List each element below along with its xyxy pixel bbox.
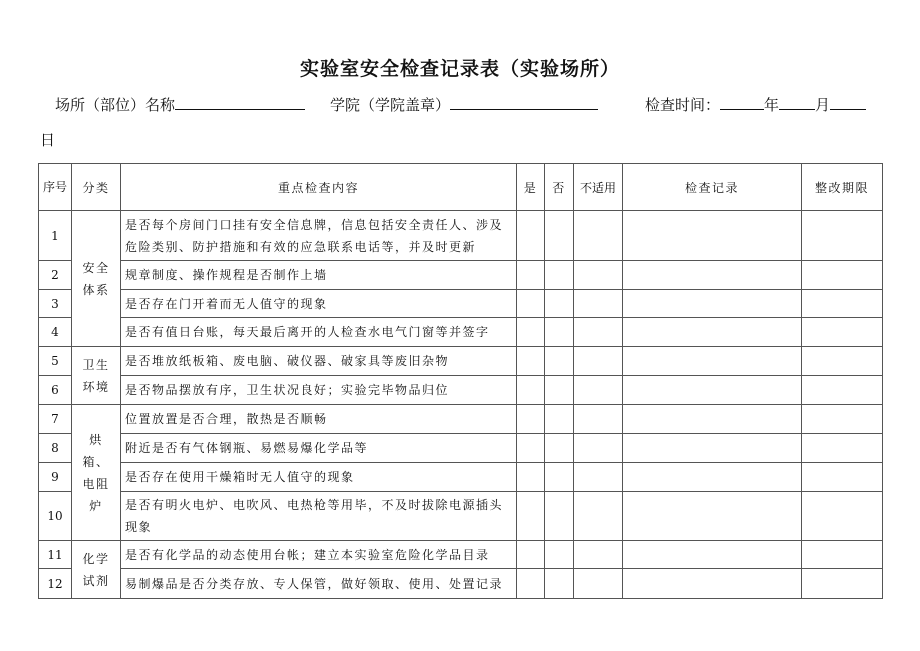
month-label: 月 [815, 96, 831, 114]
record-cell[interactable] [623, 405, 802, 434]
no-cell[interactable] [545, 376, 574, 405]
row-number: 1 [39, 211, 72, 261]
record-cell[interactable] [623, 541, 802, 569]
na-cell[interactable] [574, 347, 623, 376]
record-cell[interactable] [623, 569, 802, 599]
deadline-cell[interactable] [802, 211, 883, 261]
yes-cell[interactable] [517, 492, 545, 541]
check-content: 是否每个房间门口挂有安全信息牌，信息包括安全责任人、涉及危险类别、防护措施和有效的应急联系电话等，并及时更新 [121, 211, 517, 261]
no-cell[interactable] [545, 492, 574, 541]
deadline-cell[interactable] [802, 405, 883, 434]
record-cell[interactable] [623, 211, 802, 261]
no-cell[interactable] [545, 318, 574, 347]
no-cell[interactable] [545, 569, 574, 599]
row-number: 8 [39, 434, 72, 463]
row-number: 4 [39, 318, 72, 347]
yes-cell[interactable] [517, 290, 545, 318]
header-no-col: 否 [545, 164, 574, 211]
no-cell[interactable] [545, 463, 574, 492]
place-blank[interactable] [175, 95, 305, 110]
no-cell[interactable] [545, 434, 574, 463]
year-blank[interactable] [720, 95, 764, 110]
check-content: 是否物品摆放有序，卫生状况良好；实验完毕物品归位 [121, 376, 517, 405]
check-content: 规章制度、操作规程是否制作上墙 [121, 261, 517, 290]
check-content: 是否有值日台账，每天最后离开的人检查水电气门窗等并签字 [121, 318, 517, 347]
deadline-cell[interactable] [802, 463, 883, 492]
na-cell[interactable] [574, 318, 623, 347]
category-cell: 化学试剂 [72, 541, 121, 599]
time-label: 检查时间： [645, 96, 721, 114]
deadline-cell[interactable] [802, 434, 883, 463]
no-cell[interactable] [545, 405, 574, 434]
table-row [39, 569, 883, 599]
no-cell[interactable] [545, 541, 574, 569]
check-content: 是否有化学品的动态使用台帐；建立本实验室危险化学品目录 [121, 541, 517, 569]
header-content: 重点检查内容 [121, 164, 517, 211]
record-cell[interactable] [623, 347, 802, 376]
yes-cell[interactable] [517, 541, 545, 569]
table-row [39, 376, 883, 405]
header-row [39, 164, 883, 211]
row-number: 3 [39, 290, 72, 318]
table-row [39, 541, 883, 569]
check-content: 是否存在门开着而无人值守的现象 [121, 290, 517, 318]
page-title: 实验室安全检查记录表（实验场所） [299, 58, 620, 80]
row-number: 9 [39, 463, 72, 492]
yes-cell[interactable] [517, 211, 545, 261]
na-cell[interactable] [574, 376, 623, 405]
record-cell[interactable] [623, 261, 802, 290]
check-content: 是否堆放纸板箱、废电脑、破仪器、破家具等废旧杂物 [121, 347, 517, 376]
yes-cell[interactable] [517, 405, 545, 434]
table-row [39, 463, 883, 492]
row-number: 2 [39, 261, 72, 290]
deadline-cell[interactable] [802, 569, 883, 599]
deadline-cell[interactable] [802, 347, 883, 376]
yes-cell[interactable] [517, 569, 545, 599]
check-content: 是否有明火电炉、电吹风、电热枪等用毕，不及时拔除电源插头现象 [121, 492, 517, 541]
row-number: 11 [39, 541, 72, 569]
na-cell[interactable] [574, 261, 623, 290]
na-cell[interactable] [574, 463, 623, 492]
na-cell[interactable] [574, 541, 623, 569]
table-row [39, 261, 883, 290]
college-label: 学院（学院盖章） [330, 96, 451, 114]
row-number: 5 [39, 347, 72, 376]
yes-cell[interactable] [517, 376, 545, 405]
college-blank[interactable] [450, 95, 598, 110]
table-row [39, 434, 883, 463]
record-cell[interactable] [623, 492, 802, 541]
check-content: 附近是否有气体钢瓶、易燃易爆化学品等 [121, 434, 517, 463]
table-row [39, 211, 883, 261]
inspection-table [38, 163, 883, 599]
header-record: 检查记录 [623, 164, 802, 211]
deadline-cell[interactable] [802, 290, 883, 318]
record-cell[interactable] [623, 318, 802, 347]
header-na: 不适用 [574, 164, 623, 211]
yes-cell[interactable] [517, 347, 545, 376]
record-cell[interactable] [623, 290, 802, 318]
row-number: 6 [39, 376, 72, 405]
na-cell[interactable] [574, 405, 623, 434]
table-row [39, 290, 883, 318]
record-cell[interactable] [623, 376, 802, 405]
table-row [39, 318, 883, 347]
table-row [39, 347, 883, 376]
place-label: 场所（部位）名称 [55, 96, 176, 114]
no-cell[interactable] [545, 261, 574, 290]
category-cell: 烘箱、电阻炉 [72, 405, 121, 541]
header-no: 序号 [39, 164, 72, 211]
yes-cell[interactable] [517, 261, 545, 290]
no-cell[interactable] [545, 211, 574, 261]
header-yes: 是 [517, 164, 545, 211]
na-cell[interactable] [574, 290, 623, 318]
time-field [645, 94, 866, 115]
no-cell[interactable] [545, 290, 574, 318]
record-cell[interactable] [623, 434, 802, 463]
check-content: 是否存在使用干燥箱时无人值守的现象 [121, 463, 517, 492]
day-label: 日 [40, 131, 56, 149]
college-field [330, 94, 598, 115]
table-row [39, 405, 883, 434]
year-label: 年 [764, 96, 780, 114]
yes-cell[interactable] [517, 463, 545, 492]
check-content: 位置放置是否合理，散热是否顺畅 [121, 405, 517, 434]
row-number: 10 [39, 492, 72, 541]
header-category: 分类 [72, 164, 121, 211]
category-cell: 安全体系 [72, 211, 121, 347]
deadline-cell[interactable] [802, 261, 883, 290]
day-blank[interactable] [830, 95, 866, 110]
na-cell[interactable] [574, 211, 623, 261]
na-cell[interactable] [574, 492, 623, 541]
deadline-cell[interactable] [802, 376, 883, 405]
row-number: 7 [39, 405, 72, 434]
table-row [39, 492, 883, 541]
no-cell[interactable] [545, 347, 574, 376]
na-cell[interactable] [574, 434, 623, 463]
yes-cell[interactable] [517, 318, 545, 347]
place-field [55, 94, 305, 115]
na-cell[interactable] [574, 569, 623, 599]
header-deadline: 整改期限 [802, 164, 883, 211]
deadline-cell[interactable] [802, 492, 883, 541]
deadline-cell[interactable] [802, 541, 883, 569]
month-blank[interactable] [779, 95, 815, 110]
record-cell[interactable] [623, 463, 802, 492]
category-cell: 卫生环境 [72, 347, 121, 405]
deadline-cell[interactable] [802, 318, 883, 347]
row-number: 12 [39, 569, 72, 599]
yes-cell[interactable] [517, 434, 545, 463]
check-content: 易制爆品是否分类存放、专人保管，做好领取、使用、处置记录 [121, 569, 517, 599]
